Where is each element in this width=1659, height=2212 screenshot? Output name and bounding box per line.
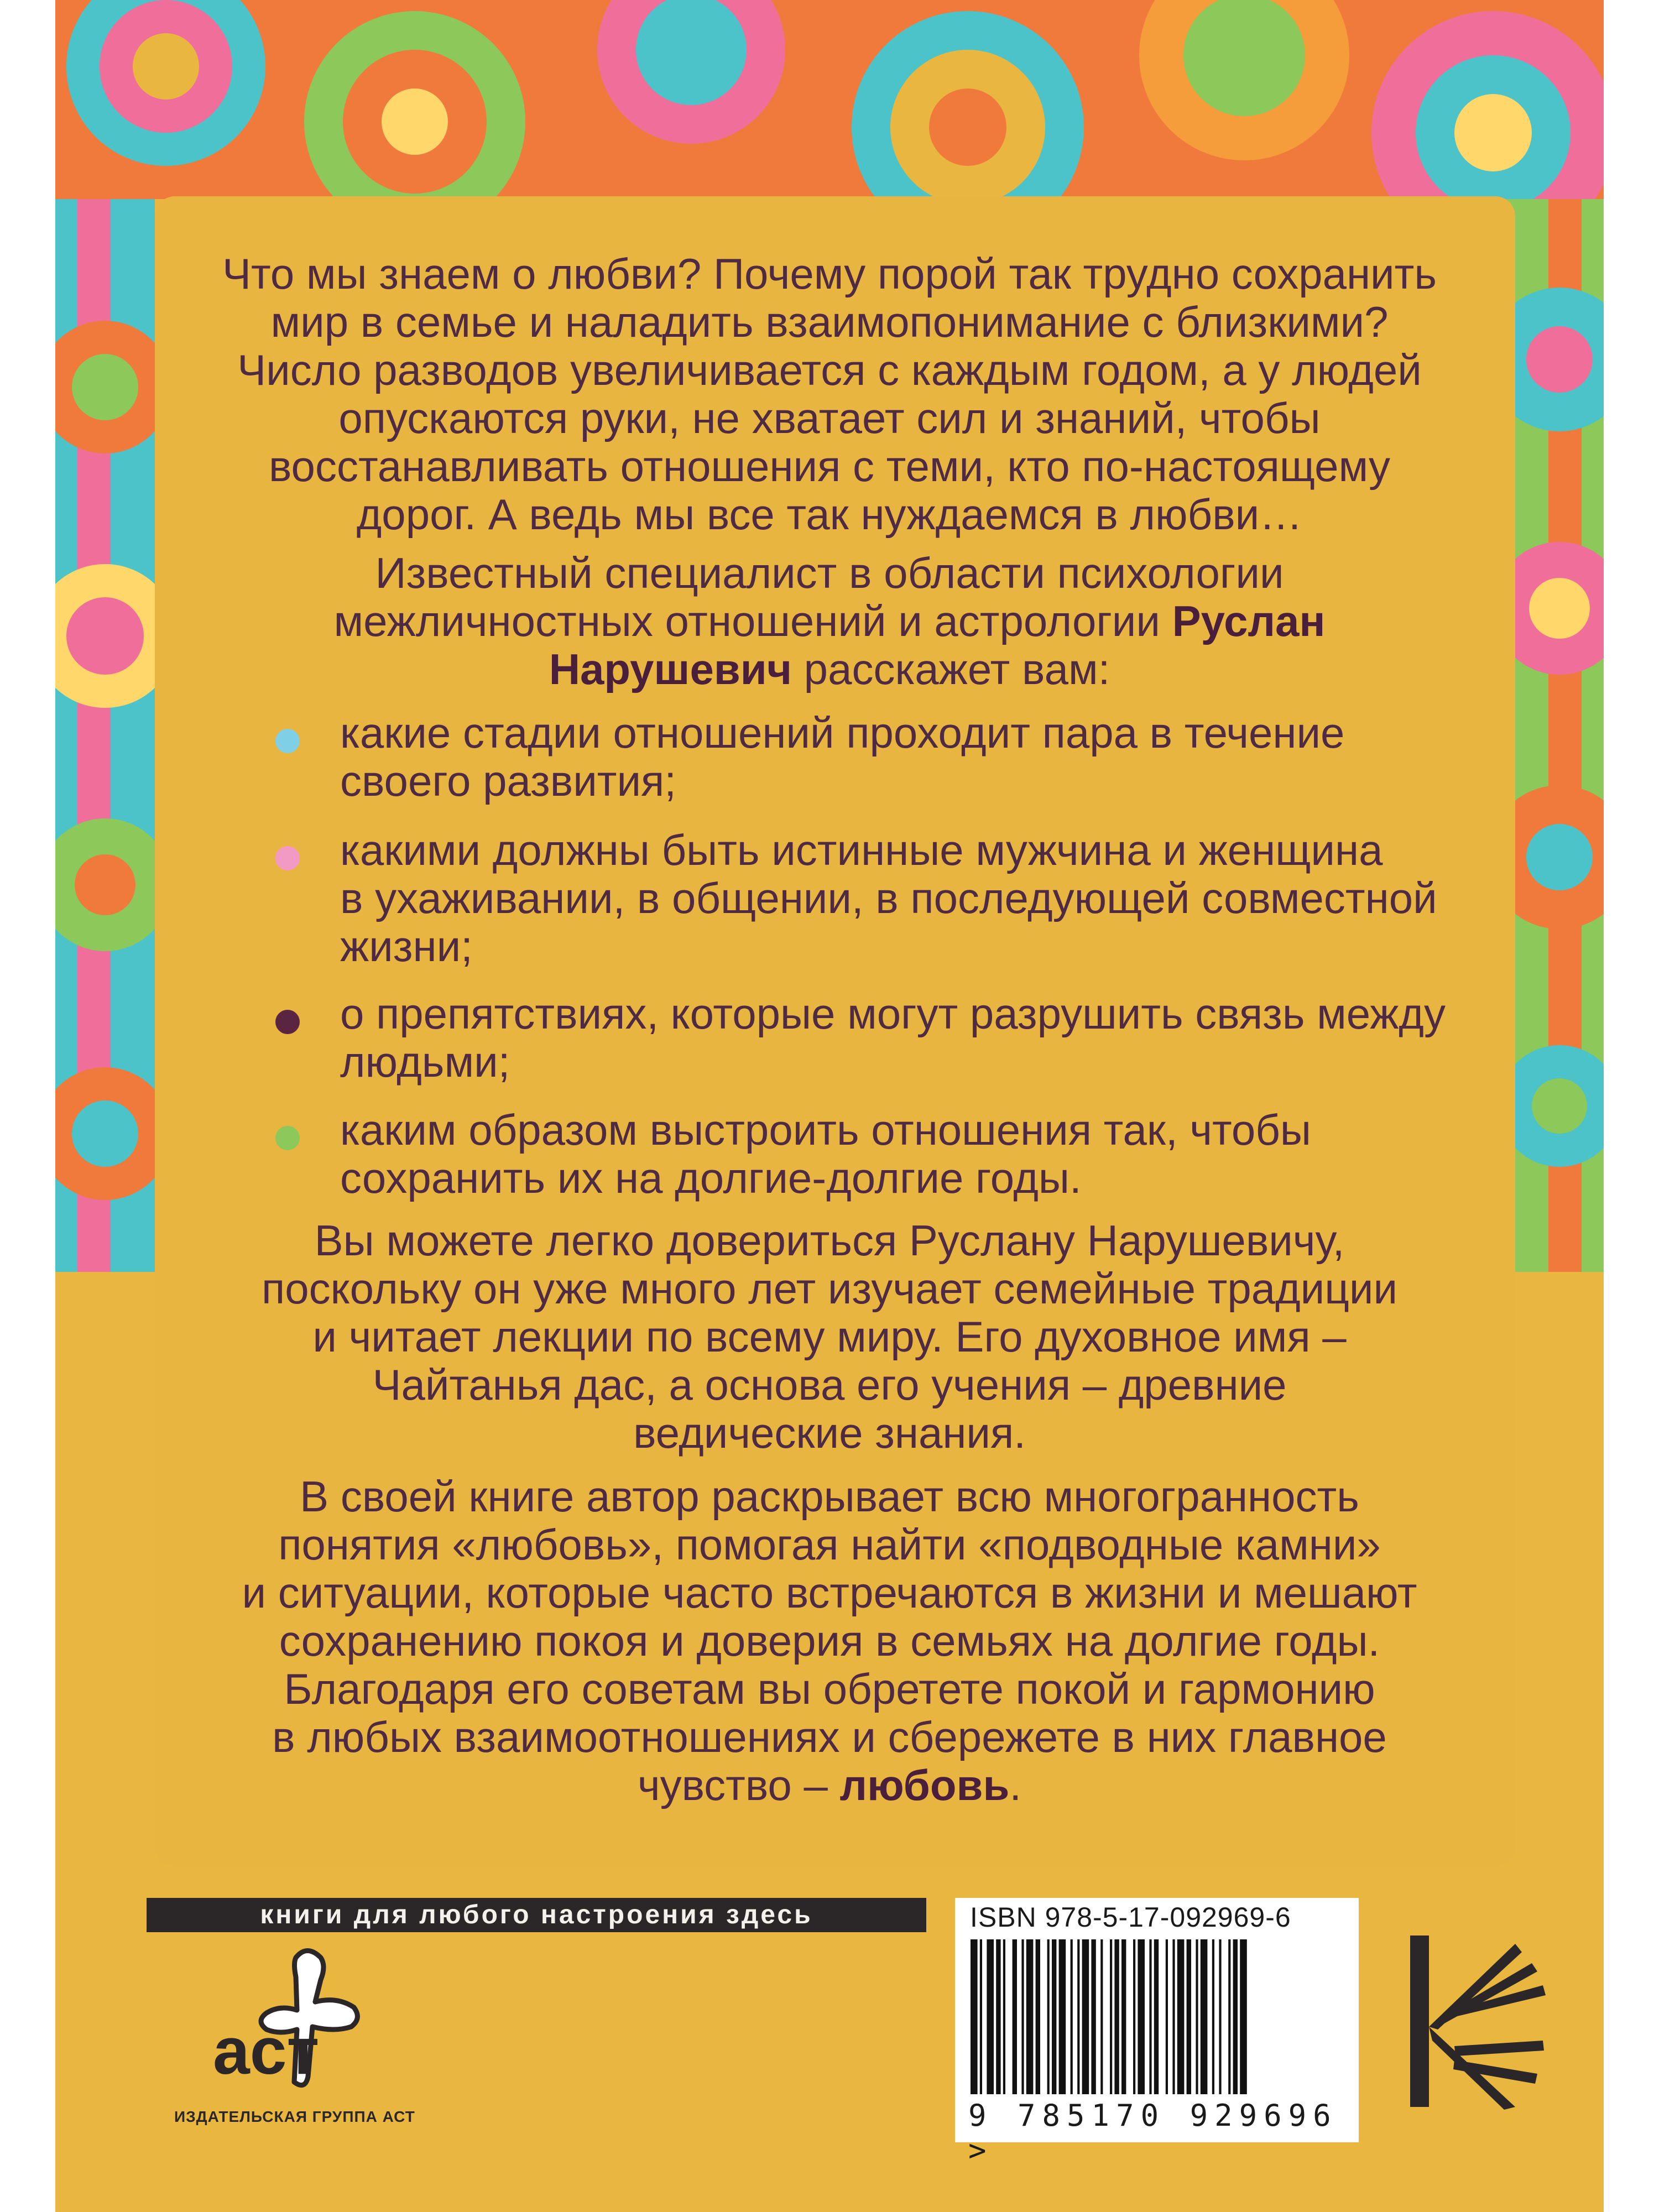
intro-paragraph: Что мы знаем о любви? Почему порой так трудно сохранить мир в семье и наладить взаимопонимание с близкими? Число разводов увеличивается с каждым годом, а у людей опускаются руки, не хватает сил и знаний, чтобы восстанавливать отношения с теми, кто по-настоящему дорог. А ведь мы все так нуждаемся в любви… (222, 249, 1437, 539)
bullet-dot-icon (275, 846, 300, 870)
svg-text:аст: аст (213, 2014, 320, 2088)
book-paragraph: В своей книге автор раскрывает всю многогранность понятия «любовь», помогая найти «подводные камни» и ситуации, которые часто встречаются в жизни и мешают сохранению покоя и доверия в семьях на долгие годы. Благодаря его советам вы обретете покой и гармонию в любых взаимоотношениях и сбережете в них главное чувство – любовь. (55, 1473, 1604, 1809)
bullet-item: какие стадии отношений проходит пара в течение своего развития; (282, 709, 1499, 805)
closing-line: чувство – любовь. (637, 1761, 1022, 1809)
bullet-item: какими должны быть истинные мужчина и женщина в ухаживании, в общении, в последующей совместной жизни; (282, 826, 1499, 971)
love-keyword: любовь (839, 1761, 1010, 1809)
barcode-panel (955, 1898, 1359, 2168)
bullet-dot-icon (275, 729, 300, 753)
slogan-banner: книги для любого настроения здесь (147, 1898, 926, 1932)
bullet-item: о препятствиях, которые могут разрушить связь между людьми; (282, 990, 1499, 1086)
trust-paragraph: Вы можете легко довериться Руслану Нарушевичу, поскольку он уже много лет изучает семейные традиции и читает лекции по всему миру. Его духовное имя – Чайтанья дас, а основа его учения – древние ведические знания. (261, 1216, 1398, 1457)
bullet-dot-icon (275, 1126, 300, 1150)
isbn-label: ISBN 978-5-17-092969-6 (970, 1902, 1291, 1933)
bullet-dot-icon (275, 1010, 300, 1034)
author-intro-paragraph: Известный специалист в области психологии межличностных отношений и астрологии Руслан Нарушевич расскажет вам: (333, 549, 1326, 693)
ast-logo-icon (202, 1941, 384, 2096)
publisher-name: ИЗДАТЕЛЬСКАЯ ГРУППА АСТ (174, 2108, 415, 2125)
bullet-item: каким образом выстроить отношения так, чтобы сохранить их на долгие-долгие годы. (282, 1106, 1499, 1202)
k-brand-logo-icon (1405, 1930, 1554, 2112)
author-name-last: Нарушевич (549, 645, 792, 693)
ean-digits: 9 785170 929696 > (968, 2098, 1338, 2168)
barcode-icon (966, 1939, 1348, 2100)
author-name-first: Руслан (1172, 597, 1326, 645)
book-back-cover (55, 0, 1604, 2212)
